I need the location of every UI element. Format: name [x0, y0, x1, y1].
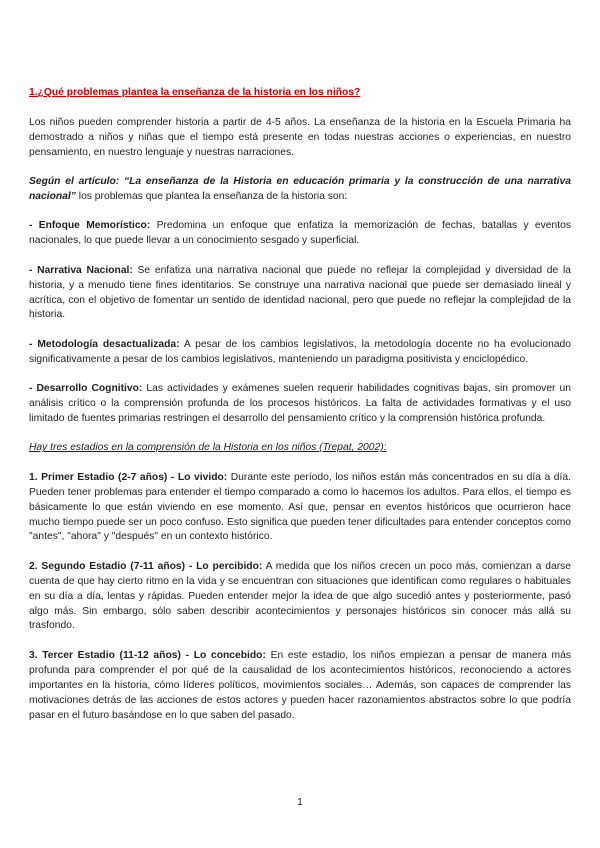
page-content [29, 86, 571, 738]
stage-tercer [29, 649, 571, 724]
stage-primer [29, 471, 571, 546]
problem-cognitivo [29, 382, 571, 427]
problem-text: A pesar de los cambios legislativos, la metodología docente no ha evolucionado significativamente a pesar de los cambios legislativos, manteniendo un paradigma positivista y enciclopédico. [29, 338, 572, 365]
stage-text: Durante este período, los niños están más concentrados en su día a día. Pueden tener problemas para entender el tiempo comparado a como lo hacemos los adultos. Para ellos, el tiempo es básicamente lo que están viviendo en ese momento. Así que, pensar en eventos históricos que ocurrieron hace mucho tiempo puede ser un poco confuso. Esto significa que pueden tener dificultades para entender conceptos como "antes", "ahora" y "después" en un contexto histórico. [29, 471, 571, 543]
article-text: los problemas que plantea la enseñanza de la historia son: [75, 191, 348, 203]
article-citation: Según el artículo: “La enseñanza de la Historia en educación primaria y la construcción de una narrativa nacional” [29, 176, 571, 203]
problem-narrativa [29, 264, 571, 324]
stage-label: 3. Tercer Estadio (11-12 años) - Lo concebido: [29, 649, 266, 661]
problem-metodologia [29, 338, 571, 368]
problem-memoristico [29, 219, 571, 249]
problem-label: - Narrativa Nacional: [29, 264, 133, 276]
article-paragraph [29, 175, 571, 205]
question-title: 1.¿Qué problemas plantea la enseñanza de la historia en los niños? [29, 87, 361, 98]
stage-text: En este estadio, los niños empiezan a pensar de manera más profunda para comprender el por qué de la causalidad de los acontecimientos históricos, reconociendo a actores importantes en la historia, cómo líderes políticos, movimientos sociales… Además, son capaces de comprender las motivaciones detrás de las acciones de estos actores y pueden hacer razonamientos abstractos sobre lo que podría pasar en el futuro basándose en lo que saben del pasado. [29, 649, 572, 721]
problem-text: Se enfatiza una narrativa nacional que puede no reflejar la complejidad y diversidad de la historia, y a menudo tiene fines identitarios. Se construye una narrativa nacional que puede ser demasiado lineal y acrítica, con el objetivo de fomentar un sentido de identidad nacional, pero que puede no reflejar la complejidad de la historia. [29, 264, 571, 321]
stages-heading: Hay tres estadios en la comprensión de la Historia en los niños (Trepat, 2002): [29, 442, 387, 454]
problem-label: - Desarrollo Cognitivo: [29, 383, 143, 395]
problem-label: - Metodología desactualizada: [29, 338, 180, 350]
problem-text: Las actividades y exámenes suelen requerir habilidades cognitivas bajas, sin promover un análisis crítico o la comprensión profunda de los procesos históricos. La falta de actividades formativas y el uso limitado de fuentes primarias restringen el desarrollo del pensamiento crítico y la comprensión histórica profunda. [29, 383, 571, 424]
problem-label: - Enfoque Memorístico: [29, 220, 151, 232]
stage-text: A medida que los niños crecen un poco más, comienzan a darse cuenta de que hay cierto ritmo en la vida y se encuentran con situaciones que identifican como regulares o habituales en su día a día, lentas y rápidas. Pueden entender mejor la idea de que algo sucedió antes y posteriormente, pasó algo más. Sin embargo, sólo saben describir acontecimientos y personajes históricos sin conocer más allá su trasfondo. [29, 560, 571, 632]
stage-label: 1. Primer Estadio (2-7 años) - Lo vivido: [29, 471, 228, 483]
intro-paragraph: Los niños pueden comprender historia a partir de 4-5 años. La enseñanza de la historia en la Escuela Primaria ha demostrado a niños y niñas que el tiempo está presente en todas nuestras acciones o experiencias, en nuestro pensamiento, en nuestro lenguaje y nuestras narraciones. [29, 116, 571, 158]
stage-label: 2. Segundo Estadio (7-11 años) - Lo percibido: [29, 560, 263, 572]
stage-segundo [29, 560, 571, 635]
problem-text: Predomina un enfoque que enfatiza la memorización de fechas, batallas y eventos nacionales, lo que puede llevar a un conocimiento sesgado y superficial. [29, 220, 571, 247]
page-number: 1 [297, 797, 303, 808]
